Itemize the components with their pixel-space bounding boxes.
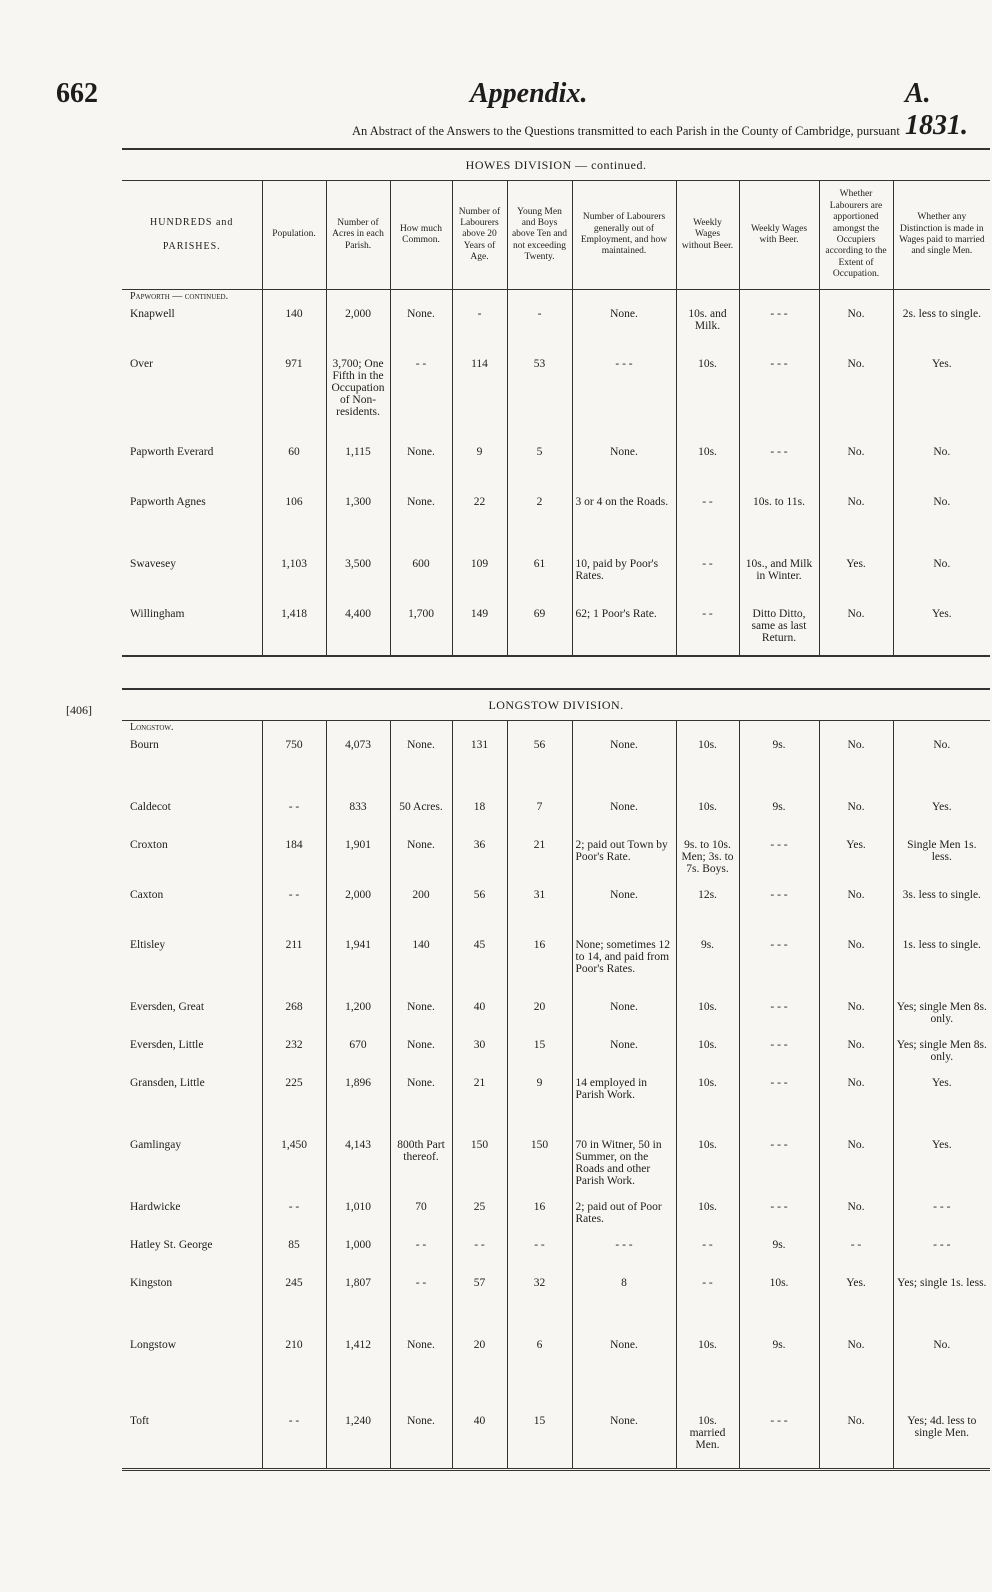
table-cell: 10s. [676, 1337, 739, 1413]
table-row [122, 1137, 990, 1199]
table-cell: No. [893, 556, 990, 606]
hundred-cell [507, 721, 572, 738]
table-cell: None. [390, 737, 452, 799]
column-header: Number of Labourers generally out of Employment, and how maintained. [572, 181, 676, 290]
table-cell: 1,115 [326, 444, 390, 494]
table-cell: 21 [507, 837, 572, 887]
table-cell: 10s. [676, 999, 739, 1037]
table-cell: 1s. less to single. [893, 937, 990, 999]
parish-name: Eversden, Great [130, 1001, 205, 1013]
table-cell: - - [676, 606, 739, 656]
table-cell: - - - [739, 887, 819, 937]
hundred-cell [390, 721, 452, 738]
table-cell: 36 [452, 837, 507, 887]
table-cell: None. [390, 1037, 452, 1075]
table-cell: 10s. to 11s. [739, 494, 819, 556]
table-cell: - - - [739, 937, 819, 999]
table-cell: - - [390, 356, 452, 444]
table-cell: - - [507, 1237, 572, 1275]
table-cell: 4,400 [326, 606, 390, 656]
table-cell: Yes; 4d. less to single Men. [893, 1413, 990, 1469]
parish-name: Gamlingay [130, 1139, 182, 1151]
table-cell: 1,418 [262, 606, 326, 656]
table-row [122, 1199, 990, 1237]
hundred-cell [572, 721, 676, 738]
table-cell: 62; 1 Poor's Rate. [572, 606, 676, 656]
table-cell: - - - [739, 306, 819, 356]
column-header: HUNDREDS and PARISHES. [122, 181, 262, 290]
table-cell: 6 [507, 1337, 572, 1413]
column-header: Whether any Distinction is made in Wages paid to married and single Men. [893, 181, 990, 290]
table-cell: 2,000 [326, 887, 390, 937]
hundred-cell [819, 721, 893, 738]
parish-name: Swavesey [130, 558, 176, 570]
table-cell: 32 [507, 1275, 572, 1337]
table-cell: 10s. [739, 1275, 819, 1337]
table-cell: - [507, 306, 572, 356]
table-cell: 10s. [676, 1075, 739, 1137]
hundred-cell [739, 721, 819, 738]
table-cell: No. [819, 937, 893, 999]
table-cell: 1,901 [326, 837, 390, 887]
table-cell: 18 [452, 799, 507, 837]
table-cell: - - [819, 1237, 893, 1275]
table-cell: 60 [262, 444, 326, 494]
table-row [122, 444, 990, 494]
table-cell: 3s. less to single. [893, 887, 990, 937]
table-row [122, 999, 990, 1037]
table-cell: None. [572, 887, 676, 937]
table-cell: 131 [452, 737, 507, 799]
table-row [122, 737, 990, 799]
table-cell: 22 [452, 494, 507, 556]
table-cell: 1,103 [262, 556, 326, 606]
table-cell: - - - [739, 1137, 819, 1199]
parish-name: Papworth Everard [130, 446, 214, 458]
table-cell: 57 [452, 1275, 507, 1337]
table-cell: 10s. and Milk. [676, 306, 739, 356]
table-cell: 225 [262, 1075, 326, 1137]
table-cell: 2s. less to single. [893, 306, 990, 356]
column-header: Population. [262, 181, 326, 290]
table-cell: 670 [326, 1037, 390, 1075]
table-cell: - - - [893, 1237, 990, 1275]
table-cell: 2; paid out of Poor Rates. [572, 1199, 676, 1237]
table-row [122, 799, 990, 837]
table-cell: No. [819, 1413, 893, 1469]
table-cell: 40 [452, 1413, 507, 1469]
table-cell: No. [819, 306, 893, 356]
table-cell: - - [262, 799, 326, 837]
table-cell: 10s. married Men. [676, 1413, 739, 1469]
column-header: How much Common. [390, 181, 452, 290]
table-cell: Yes. [893, 1137, 990, 1199]
table-cell: 25 [452, 1199, 507, 1237]
table-cell: 4,143 [326, 1137, 390, 1199]
table-cell: Yes. [893, 606, 990, 656]
table-cell: 31 [507, 887, 572, 937]
table-cell: 10s. [676, 1037, 739, 1075]
hundred-cell [893, 290, 990, 307]
table-cell: - - - [739, 999, 819, 1037]
parish-name: Bourn [130, 739, 159, 751]
table-cell: - - [676, 1275, 739, 1337]
parish-name: Gransden, Little [130, 1077, 205, 1089]
table-cell: - - [452, 1237, 507, 1275]
table-cell: 70 [390, 1199, 452, 1237]
table-row [122, 1337, 990, 1413]
table-cell: 971 [262, 356, 326, 444]
table-cell: 9 [507, 1075, 572, 1137]
table-cell: 9s. [739, 1237, 819, 1275]
table-cell: None. [390, 837, 452, 887]
table-row [122, 887, 990, 937]
table-cell: 114 [452, 356, 507, 444]
table-cell: 1,896 [326, 1075, 390, 1137]
table-cell: None; sometimes 12 to 14, and paid from Poor's Rates. [572, 937, 676, 999]
table-cell: None. [572, 1337, 676, 1413]
table-cell: 56 [507, 737, 572, 799]
parish-name: Longstow [130, 1339, 176, 1351]
table-cell: 45 [452, 937, 507, 999]
table-cell: 1,700 [390, 606, 452, 656]
table-cell: - - - [739, 356, 819, 444]
parish-name: Eversden, Little [130, 1039, 204, 1051]
parish-name: Hardwicke [130, 1201, 181, 1213]
table-cell: No. [893, 444, 990, 494]
table-cell: No. [819, 737, 893, 799]
table-cell: None. [572, 1037, 676, 1075]
parish-name: Hatley St. George [130, 1239, 213, 1251]
hundred-cell [893, 721, 990, 738]
division-title: LONGSTOW DIVISION. [122, 689, 990, 721]
table-cell: 1,941 [326, 937, 390, 999]
table-cell: 70 in Witner, 50 in Summer, on the Roads and other Parish Work. [572, 1137, 676, 1199]
hundred-cell [326, 721, 390, 738]
table-cell: None. [390, 444, 452, 494]
hundred-cell [819, 290, 893, 307]
hundred-cell [676, 290, 739, 307]
table-cell: - - [262, 887, 326, 937]
parish-name: Toft [130, 1415, 149, 1427]
table-row [122, 356, 990, 444]
table-cell: No. [819, 494, 893, 556]
table-cell: 50 Acres. [390, 799, 452, 837]
table-cell: 200 [390, 887, 452, 937]
parish-name: Papworth Agnes [130, 496, 206, 508]
table-cell: - - - [739, 1075, 819, 1137]
table-cell: 140 [262, 306, 326, 356]
parish-name: Knapwell [130, 308, 175, 320]
page-number: 662 [56, 78, 98, 109]
hundred-name: Papworth — continued. [130, 291, 229, 302]
table-cell: 9s. [676, 937, 739, 999]
table-cell: 10s. [676, 799, 739, 837]
table-cell: No. [819, 799, 893, 837]
table-cell: Yes. [893, 799, 990, 837]
table-cell: 56 [452, 887, 507, 937]
table-row [122, 494, 990, 556]
table-cell: - - - [739, 1199, 819, 1237]
table-cell: None. [572, 799, 676, 837]
table-cell: No. [819, 1137, 893, 1199]
table-cell: - - - [739, 1413, 819, 1469]
table-cell: 800th Part thereof. [390, 1137, 452, 1199]
table-row [122, 837, 990, 887]
table-cell: 10, paid by Poor's Rates. [572, 556, 676, 606]
table-cell: No. [893, 494, 990, 556]
parish-name: Caxton [130, 889, 164, 901]
table-cell: 9 [452, 444, 507, 494]
table-cell: 184 [262, 837, 326, 887]
page-title: Appendix. [470, 78, 588, 109]
table-cell: No. [819, 1199, 893, 1237]
table-cell: Yes. [819, 556, 893, 606]
table-cell: No. [819, 606, 893, 656]
table-cell: 140 [390, 937, 452, 999]
table-cell: No. [819, 1037, 893, 1075]
table-cell: 20 [507, 999, 572, 1037]
table-cell: - [452, 306, 507, 356]
table-cell: 21 [452, 1075, 507, 1137]
table-cell: 268 [262, 999, 326, 1037]
table-cell: 2; paid out Town by Poor's Rate. [572, 837, 676, 887]
table-cell: None. [390, 1075, 452, 1137]
table-cell: 40 [452, 999, 507, 1037]
table-cell: None. [390, 1337, 452, 1413]
table-cell: No. [819, 1075, 893, 1137]
table-cell: - - - [893, 1199, 990, 1237]
table-cell: No. [893, 1337, 990, 1413]
table-cell: 14 employed in Parish Work. [572, 1075, 676, 1137]
table-cell: None. [390, 306, 452, 356]
table-cell: 1,010 [326, 1199, 390, 1237]
table-cell: - - - [739, 837, 819, 887]
table-row [122, 1413, 990, 1469]
table-cell: 15 [507, 1413, 572, 1469]
division-row [122, 689, 990, 721]
parish-name: Caldecot [130, 801, 171, 813]
hundred-name: Longstow. [130, 722, 174, 733]
table-cell: 10s. [676, 1199, 739, 1237]
table-cell: 15 [507, 1037, 572, 1075]
hundred-cell [262, 721, 326, 738]
table-cell: 12s. [676, 887, 739, 937]
hundred-cell [390, 290, 452, 307]
table-cell: 150 [452, 1137, 507, 1199]
table-cell: 2 [507, 494, 572, 556]
table-cell: No. [893, 737, 990, 799]
table-cell: 150 [507, 1137, 572, 1199]
table-cell: 833 [326, 799, 390, 837]
hundred-cell [739, 290, 819, 307]
parish-name: Over [130, 358, 153, 370]
table-cell: 9s. [739, 799, 819, 837]
table-cell: None. [572, 444, 676, 494]
hundred-cell [452, 290, 507, 307]
table-cell: None. [572, 737, 676, 799]
hundred-cell [452, 721, 507, 738]
table-cell: 3,700; One Fifth in the Occupation of Non-residents. [326, 356, 390, 444]
parish-name: Eltisley [130, 939, 166, 951]
table-cell: 5 [507, 444, 572, 494]
table-row [122, 1037, 990, 1075]
abstract-line: An Abstract of the Answers to the Questions transmitted to each Parish in the County of Cambridge, pursuant [352, 124, 900, 138]
table-cell: Yes. [893, 1075, 990, 1137]
table-cell: 53 [507, 356, 572, 444]
table-cell: No. [819, 999, 893, 1037]
table-cell: - - [390, 1275, 452, 1337]
column-header: Weekly Wages with Beer. [739, 181, 819, 290]
table-cell: None. [390, 999, 452, 1037]
table-cell: 9s. [739, 1337, 819, 1413]
table-cell: - - - [572, 1237, 676, 1275]
table-row [122, 556, 990, 606]
table-cell: - - [676, 556, 739, 606]
table-cell: 61 [507, 556, 572, 606]
parish-name: Kingston [130, 1277, 173, 1289]
table-cell: 109 [452, 556, 507, 606]
table-cell: 16 [507, 937, 572, 999]
table-cell: No. [819, 1337, 893, 1413]
table-cell: 106 [262, 494, 326, 556]
page-year: A. 1831. [905, 78, 968, 141]
table-cell: Yes. [893, 356, 990, 444]
table-cell: Single Men 1s. less. [893, 837, 990, 887]
table-cell: None. [390, 494, 452, 556]
table-cell: 1,240 [326, 1413, 390, 1469]
table-cell: Yes; single Men 8s. only. [893, 999, 990, 1037]
table-cell: 1,200 [326, 999, 390, 1037]
table-cell: 1,000 [326, 1237, 390, 1275]
table-cell: 16 [507, 1199, 572, 1237]
parish-name: Croxton [130, 839, 168, 851]
hundred-cell [676, 721, 739, 738]
column-header: Whether Labourers are apportioned amongst the Occupiers according to the Extent of Occupation. [819, 181, 893, 290]
table-cell: None. [390, 1413, 452, 1469]
hundred-cell [572, 290, 676, 307]
side-note: [406] [66, 703, 92, 717]
table-cell: 2,000 [326, 306, 390, 356]
table-cell: 149 [452, 606, 507, 656]
table-cell: 210 [262, 1337, 326, 1413]
table-cell: 10s. [676, 737, 739, 799]
hundred-cell [507, 290, 572, 307]
table-cell: 1,450 [262, 1137, 326, 1199]
table-row [122, 1237, 990, 1275]
column-header: Number of Labourers above 20 Years of Age. [452, 181, 507, 290]
table-cell: 245 [262, 1275, 326, 1337]
table-cell: 232 [262, 1037, 326, 1075]
column-header: Number of Acres in each Parish. [326, 181, 390, 290]
table-cell: 20 [452, 1337, 507, 1413]
table-cell: None. [572, 999, 676, 1037]
table-cell: Yes; single 1s. less. [893, 1275, 990, 1337]
table-cell: - - [390, 1237, 452, 1275]
table-cell: - - [676, 494, 739, 556]
hundred-row [122, 290, 990, 307]
column-header-row [122, 181, 990, 290]
table-cell: - - - [739, 444, 819, 494]
table-cell: 9s. [739, 737, 819, 799]
table-cell: No. [819, 887, 893, 937]
table-cell: 750 [262, 737, 326, 799]
howes-division-table [122, 148, 990, 657]
table-cell: 1,412 [326, 1337, 390, 1413]
table-row [122, 937, 990, 999]
longstow-division-table [122, 688, 990, 1471]
hundred-cell [262, 290, 326, 307]
table-row [122, 606, 990, 656]
table-cell: 10s. [676, 444, 739, 494]
table-cell: 85 [262, 1237, 326, 1275]
table-cell: Yes; single Men 8s. only. [893, 1037, 990, 1075]
hundred-cell [326, 290, 390, 307]
table-cell: No. [819, 356, 893, 444]
table-cell: Yes. [819, 1275, 893, 1337]
table-cell: 9s. to 10s. Men; 3s. to 7s. Boys. [676, 837, 739, 887]
table-cell: 3 or 4 on the Roads. [572, 494, 676, 556]
parish-name: Willingham [130, 608, 185, 620]
table-cell: - - [676, 1237, 739, 1275]
table-cell: 10s. [676, 356, 739, 444]
table-cell: Ditto Ditto, same as last Return. [739, 606, 819, 656]
table-row [122, 1075, 990, 1137]
table-cell: - - [262, 1413, 326, 1469]
table-cell: 7 [507, 799, 572, 837]
table-cell: Yes. [819, 837, 893, 887]
table-cell: No. [819, 444, 893, 494]
table-cell: 1,807 [326, 1275, 390, 1337]
table-cell: 10s., and Milk in Winter. [739, 556, 819, 606]
division-row [122, 149, 990, 181]
hundred-row [122, 721, 990, 738]
table-cell: 1,300 [326, 494, 390, 556]
table-cell: 30 [452, 1037, 507, 1075]
table-cell: 600 [390, 556, 452, 606]
table-cell: 69 [507, 606, 572, 656]
table-row [122, 1275, 990, 1337]
division-title: HOWES DIVISION — continued. [122, 149, 990, 181]
table-cell: - - - [739, 1037, 819, 1075]
table-cell: 8 [572, 1275, 676, 1337]
table-cell: None. [572, 1413, 676, 1469]
table-cell: 10s. [676, 1137, 739, 1199]
table-cell: - - [262, 1199, 326, 1237]
table-cell: - - - [572, 356, 676, 444]
table-row [122, 306, 990, 356]
table-cell: None. [572, 306, 676, 356]
table-cell: 4,073 [326, 737, 390, 799]
table-cell: 211 [262, 937, 326, 999]
column-header: Young Men and Boys above Ten and not exceeding Twenty. [507, 181, 572, 290]
table-cell: 3,500 [326, 556, 390, 606]
column-header: Weekly Wages without Beer. [676, 181, 739, 290]
